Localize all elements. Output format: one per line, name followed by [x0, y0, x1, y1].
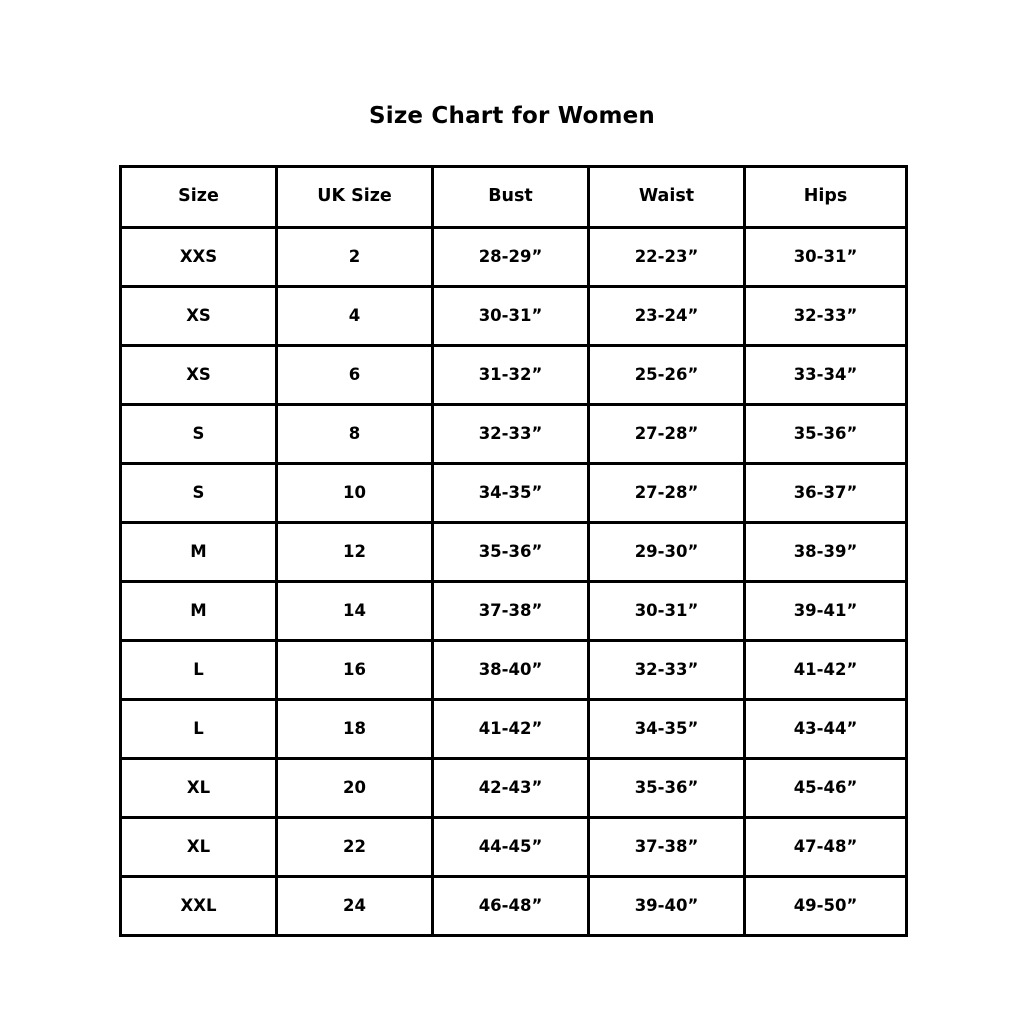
cell-bust: 28-29”	[433, 228, 589, 287]
table-row	[121, 700, 907, 759]
cell-hips: 47-48”	[745, 818, 907, 877]
cell-bust: 30-31”	[433, 287, 589, 346]
cell-waist: 34-35”	[589, 700, 745, 759]
cell-hips: 49-50”	[745, 877, 907, 936]
table-row	[121, 464, 907, 523]
cell-size: XL	[121, 759, 277, 818]
cell-uk-size: 4	[277, 287, 433, 346]
cell-bust: 42-43”	[433, 759, 589, 818]
cell-size: XL	[121, 818, 277, 877]
cell-hips: 36-37”	[745, 464, 907, 523]
cell-uk-size: 12	[277, 523, 433, 582]
cell-waist: 29-30”	[589, 523, 745, 582]
cell-bust: 37-38”	[433, 582, 589, 641]
cell-size: XS	[121, 287, 277, 346]
column-header-waist: Waist	[589, 167, 745, 228]
cell-bust: 44-45”	[433, 818, 589, 877]
cell-hips: 32-33”	[745, 287, 907, 346]
cell-waist: 25-26”	[589, 346, 745, 405]
cell-bust: 34-35”	[433, 464, 589, 523]
size-table-container	[119, 165, 905, 937]
table-row	[121, 346, 907, 405]
cell-size: XXL	[121, 877, 277, 936]
cell-hips: 45-46”	[745, 759, 907, 818]
cell-uk-size: 2	[277, 228, 433, 287]
cell-size: XXS	[121, 228, 277, 287]
cell-uk-size: 22	[277, 818, 433, 877]
cell-bust: 32-33”	[433, 405, 589, 464]
table-body	[121, 228, 907, 936]
cell-waist: 22-23”	[589, 228, 745, 287]
cell-uk-size: 16	[277, 641, 433, 700]
cell-uk-size: 14	[277, 582, 433, 641]
cell-hips: 33-34”	[745, 346, 907, 405]
table-row	[121, 641, 907, 700]
cell-size: M	[121, 582, 277, 641]
cell-waist: 30-31”	[589, 582, 745, 641]
cell-hips: 35-36”	[745, 405, 907, 464]
column-header-hips: Hips	[745, 167, 907, 228]
column-header-uk-size: UK Size	[277, 167, 433, 228]
cell-size: XS	[121, 346, 277, 405]
table-header	[121, 167, 907, 228]
cell-waist: 32-33”	[589, 641, 745, 700]
cell-size: L	[121, 641, 277, 700]
cell-waist: 23-24”	[589, 287, 745, 346]
column-header-size: Size	[121, 167, 277, 228]
cell-hips: 39-41”	[745, 582, 907, 641]
table-row	[121, 228, 907, 287]
table-row	[121, 818, 907, 877]
cell-hips: 41-42”	[745, 641, 907, 700]
cell-hips: 30-31”	[745, 228, 907, 287]
cell-uk-size: 8	[277, 405, 433, 464]
cell-bust: 38-40”	[433, 641, 589, 700]
table-row	[121, 405, 907, 464]
cell-hips: 38-39”	[745, 523, 907, 582]
cell-size: L	[121, 700, 277, 759]
cell-bust: 31-32”	[433, 346, 589, 405]
cell-hips: 43-44”	[745, 700, 907, 759]
cell-bust: 35-36”	[433, 523, 589, 582]
cell-uk-size: 10	[277, 464, 433, 523]
table-row	[121, 582, 907, 641]
cell-waist: 27-28”	[589, 405, 745, 464]
column-header-bust: Bust	[433, 167, 589, 228]
cell-uk-size: 24	[277, 877, 433, 936]
cell-waist: 35-36”	[589, 759, 745, 818]
table-row	[121, 287, 907, 346]
table-header-row	[121, 167, 907, 228]
cell-uk-size: 6	[277, 346, 433, 405]
cell-waist: 37-38”	[589, 818, 745, 877]
cell-size: S	[121, 464, 277, 523]
cell-size: M	[121, 523, 277, 582]
table-row	[121, 877, 907, 936]
cell-uk-size: 18	[277, 700, 433, 759]
size-table	[119, 165, 908, 937]
cell-size: S	[121, 405, 277, 464]
table-row	[121, 523, 907, 582]
cell-bust: 46-48”	[433, 877, 589, 936]
cell-bust: 41-42”	[433, 700, 589, 759]
table-row	[121, 759, 907, 818]
page-title: Size Chart for Women	[368, 103, 655, 129]
cell-waist: 27-28”	[589, 464, 745, 523]
cell-waist: 39-40”	[589, 877, 745, 936]
cell-uk-size: 20	[277, 759, 433, 818]
